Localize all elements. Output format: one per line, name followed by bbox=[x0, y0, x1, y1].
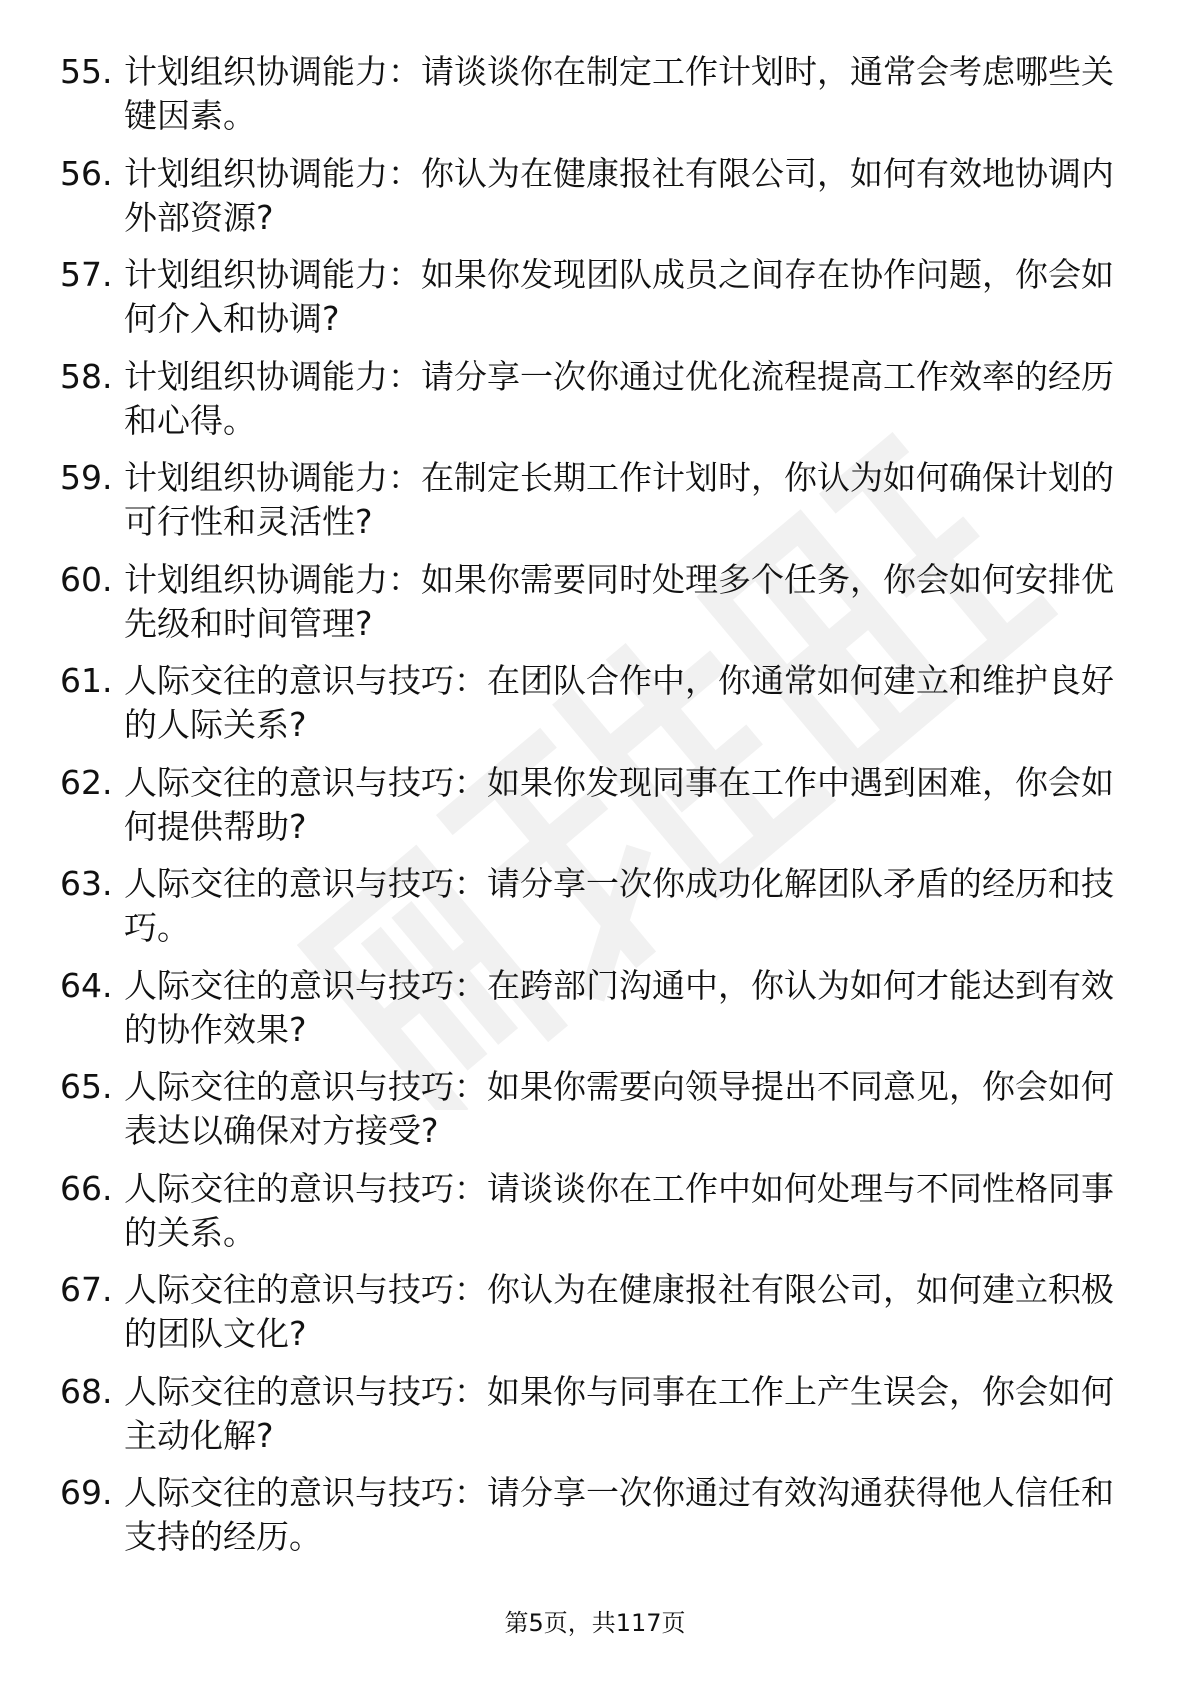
question-text: 计划组织协调能力：在制定长期工作计划时，你认为如何确保计划的可行性和灵活性? bbox=[124, 458, 1114, 541]
question-number: 61. bbox=[60, 661, 113, 700]
page-number-footer: 第5页，共117页 bbox=[504, 1609, 686, 1637]
question-number: 62. bbox=[60, 762, 113, 802]
question-item bbox=[60, 964, 1120, 1066]
question-number: 63. bbox=[60, 864, 113, 903]
question-item bbox=[60, 761, 1120, 863]
question-number: 65. bbox=[60, 1067, 113, 1106]
question-text: 人际交往的意识与技巧：在跨部门沟通中，你认为如何才能达到有效的协作效果? bbox=[124, 965, 1114, 1049]
question-text: 计划组织协调能力：如果你发现团队成员之间存在协作问题，你会如何介入和协调? bbox=[124, 255, 1114, 338]
question-item bbox=[60, 152, 1120, 254]
question-text: 人际交往的意识与技巧：你认为在健康报社有限公司，如何建立积极的团队文化? bbox=[124, 1270, 1114, 1353]
question-number: 55. bbox=[60, 52, 113, 91]
question-item bbox=[60, 253, 1120, 355]
question-text: 计划组织协调能力：请谈谈你在制定工作计划时，通常会考虑哪些关键因素。 bbox=[124, 52, 1114, 135]
question-number: 56. bbox=[60, 153, 113, 193]
question-item bbox=[60, 50, 1120, 152]
question-item bbox=[60, 355, 1120, 457]
question-item bbox=[60, 1167, 1120, 1269]
question-item bbox=[60, 1471, 1120, 1573]
question-text: 计划组织协调能力：如果你需要同时处理多个任务，你会如何安排优先级和时间管理? bbox=[124, 559, 1114, 643]
question-text: 人际交往的意识与技巧：如果你需要向领导提出不同意见，你会如何表达以确保对方接受? bbox=[124, 1067, 1114, 1150]
question-number: 57. bbox=[60, 255, 113, 294]
question-number: 67. bbox=[60, 1270, 113, 1309]
question-number: 69. bbox=[60, 1473, 113, 1512]
question-text: 计划组织协调能力：你认为在健康报社有限公司，如何有效地协调内外部资源? bbox=[124, 153, 1114, 237]
question-text: 计划组织协调能力：请分享一次你通过优化流程提高工作效率的经历和心得。 bbox=[124, 356, 1114, 440]
question-item bbox=[60, 456, 1120, 558]
question-text: 人际交往的意识与技巧：如果你与同事在工作上产生误会，你会如何主动化解? bbox=[124, 1371, 1114, 1455]
question-item bbox=[60, 1065, 1120, 1167]
question-text: 人际交往的意识与技巧：请分享一次你通过有效沟通获得他人信任和支持的经历。 bbox=[124, 1473, 1114, 1556]
question-number: 68. bbox=[60, 1371, 113, 1411]
question-text: 人际交往的意识与技巧：在团队合作中，你通常如何建立和维护良好的人际关系? bbox=[124, 661, 1114, 744]
question-item bbox=[60, 1370, 1120, 1472]
question-text: 人际交往的意识与技巧：如果你发现同事在工作中遇到困难，你会如何提供帮助? bbox=[124, 762, 1114, 846]
question-number: 66. bbox=[60, 1168, 113, 1208]
question-item bbox=[60, 1268, 1120, 1370]
question-number: 64. bbox=[60, 965, 113, 1005]
question-item bbox=[60, 558, 1120, 660]
question-number: 60. bbox=[60, 559, 113, 599]
question-number: 58. bbox=[60, 356, 113, 396]
question-item bbox=[60, 862, 1120, 964]
question-text: 人际交往的意识与技巧：请谈谈你在工作中如何处理与不同性格同事的关系。 bbox=[124, 1168, 1114, 1252]
question-item bbox=[60, 659, 1120, 761]
question-text: 人际交往的意识与技巧：请分享一次你成功化解团队矛盾的经历和技巧。 bbox=[124, 864, 1114, 947]
question-list bbox=[60, 50, 1120, 1573]
question-number: 59. bbox=[60, 458, 113, 497]
